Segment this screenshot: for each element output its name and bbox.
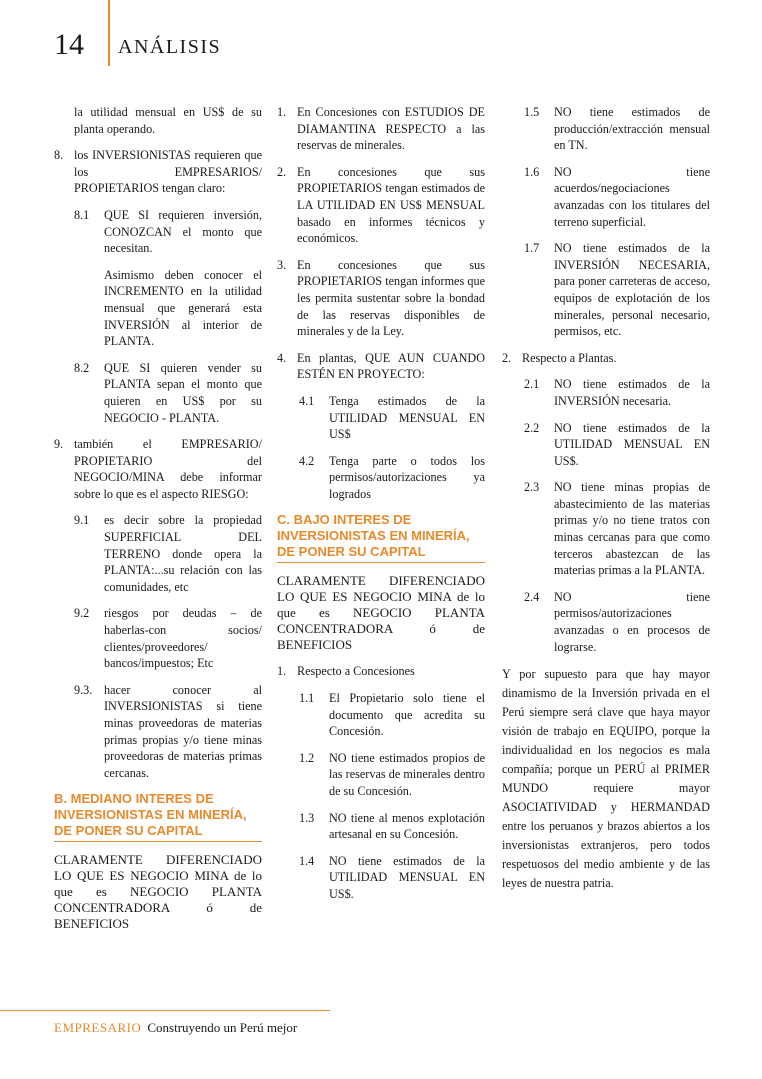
list-number: 1.2 — [299, 750, 315, 765]
closing-paragraph: Y por supuesto para que hay mayor dinamismo de la Inversión privada en el Perú siempre será clave que haya mayor visión de trabajo en EQUIPO, porque la individualidad en los negocios es mala compañía; porque un PERÚ al PRIMER MUNDO requiere mayor ASOCIATIVIDAD y HERMANDAD entre los peruanos y brazos abiertos a los inversionistas extranjeros, pero todos respetuosos del medio ambiente y de las leyes de nuestra patria. — [502, 667, 710, 891]
list-item — [524, 240, 710, 340]
list-text: NO tiene estimados de la INVERSIÓN NECESARIA, para poner carreteras de acceso, equipos de explotación de los minerales, personal necesario, permisos, etc. — [554, 241, 710, 339]
list-text: también el EMPRESARIO/ PROPIETARIO del NEGOCIO/MINA debe informar sobre lo que es el aspecto RIESGO: — [74, 437, 262, 501]
list-text: NO tiene permisos/autorizaciones avanzadas o en procesos de lograrse. — [554, 589, 710, 654]
list-text: los INVERSIONISTAS requieren que los EMPRESARIOS/ PROPIETARIOS tengan claro: — [74, 148, 262, 196]
list-text: NO tiene al menos explotación artesanal en su Concesión. — [329, 810, 485, 842]
list-text: NO tiene acuerdos/negociaciones avanzadas con los titulares del terreno superficial. — [554, 164, 710, 229]
list-item — [524, 589, 710, 655]
list-number: 2.1 — [524, 377, 540, 392]
page-footer — [54, 1020, 297, 1036]
list-number: 1.1 — [299, 691, 315, 706]
page-header — [0, 0, 762, 70]
list-number: 2.4 — [524, 589, 540, 604]
list-text: NO tiene estimados de la UTILIDAD MENSUAL EN US$. — [554, 420, 710, 468]
list-number: 1.6 — [524, 164, 540, 179]
list-item — [74, 512, 262, 595]
list-item — [524, 104, 710, 154]
list-text: En Concesiones con ESTUDIOS DE DIAMANTINA RESPECTO a las reservas de minerales. — [297, 105, 485, 153]
list-number: 8. — [54, 148, 64, 163]
list-number: 9.2 — [74, 606, 90, 621]
list-item — [74, 605, 262, 671]
list-text: En plantas, QUE AUN CUANDO ESTÉN EN PROYECTO: — [297, 350, 485, 382]
list-number: 2.2 — [524, 420, 540, 435]
list-number: 2.3 — [524, 480, 540, 495]
list-item — [524, 479, 710, 579]
list-text: Respecto a Concesiones — [297, 664, 415, 679]
list-text: NO tiene estimados propios de las reservas de minerales dentro de su Concesión. — [329, 750, 485, 799]
paragraph: CLARAMENTE DIFERENCIADO LO QUE ES NEGOCIO MINA de lo que es NEGOCIO PLANTA CONCENTRADORA ó de BENEFICIOS — [277, 573, 485, 653]
list-item — [299, 453, 485, 503]
list-item — [299, 853, 485, 903]
list-number: 8.2 — [74, 360, 90, 375]
magazine-brand: EMPRESARIO — [54, 1020, 142, 1035]
section-title: ANÁLISIS — [118, 36, 222, 58]
list-text: Tenga parte o todos los permisos/autorizaciones ya logrados — [329, 453, 485, 501]
paragraph: Asimismo deben conocer el INCREMENTO en la utilidad mensual que generará esta INVERSIÓN al interior de PLANTA. — [104, 267, 262, 349]
list-number: 1. — [277, 105, 287, 119]
list-number: 4.2 — [299, 453, 315, 468]
list-number: 3. — [277, 257, 287, 272]
list-item — [524, 164, 710, 230]
list-text: NO tiene estimados de la UTILIDAD MENSUAL EN US$. — [329, 853, 485, 901]
column-1 — [54, 104, 262, 942]
list-number: 1.7 — [524, 241, 540, 256]
list-text: QUE SI quieren vender su PLANTA sepan el monto que quieren en US$ por su NEGOCIO - PLANTA. — [104, 360, 262, 425]
list-item — [299, 393, 485, 443]
list-number: 1.3 — [299, 810, 315, 825]
list-number: 1. — [277, 664, 287, 679]
list-text: NO tiene estimados de la INVERSIÓN necesaria. — [554, 377, 710, 408]
list-number: 4. — [277, 350, 287, 365]
list-number: 2. — [277, 164, 287, 179]
column-3 — [502, 104, 710, 893]
list-item — [277, 104, 485, 154]
list-item — [299, 690, 485, 740]
list-text: El Propietario solo tiene el documento que acredita su Concesión. — [329, 691, 485, 739]
column-2 — [277, 104, 485, 913]
list-item — [299, 810, 485, 843]
list-item — [502, 350, 710, 367]
list-item — [524, 420, 710, 470]
header-divider — [108, 0, 110, 66]
list-item — [277, 257, 485, 340]
list-item — [74, 207, 262, 257]
list-number: 1.4 — [299, 853, 315, 868]
list-number: 9.3. — [74, 682, 93, 697]
section-heading: B. MEDIANO INTERES DE INVERSIONISTAS EN MINERÍA, DE PONER SU CAPITAL — [54, 791, 262, 842]
list-text: es decir sobre la propiedad SUPERFICIAL DEL TERRENO donde opera la PLANTA:...su relación con las comunidades, etc — [104, 513, 262, 594]
list-number: 9.1 — [74, 513, 90, 528]
list-text: hacer conocer al INVERSIONISTAS si tiene minas proveedoras de materias primas propias y/o tiene minas proveedoras de materias primas cercanas. — [104, 682, 262, 780]
page-number: 14 — [54, 28, 84, 61]
list-item — [54, 436, 262, 502]
list-text: riesgos por deudas – de haberlas-con socios/ clientes/proveedores/ bancos/impuestos; Etc — [104, 606, 262, 671]
paragraph: CLARAMENTE DIFERENCIADO LO QUE ES NEGOCIO MINA de lo que es NEGOCIO PLANTA CONCENTRADORA ó de BENEFICIOS — [54, 852, 262, 932]
list-number: 1.5 — [524, 105, 540, 119]
paragraph: la utilidad mensual en US$ de su planta operando. — [74, 105, 262, 136]
list-item — [277, 663, 485, 680]
list-text: En concesiones que sus PROPIETARIOS tengan estimados de LA UTILIDAD EN US$ MENSUAL basado en informes técnicos y económicos. — [297, 164, 485, 246]
list-number: 2. — [502, 350, 512, 365]
list-item — [277, 164, 485, 247]
list-item — [524, 376, 710, 409]
list-text: En concesiones que sus PROPIETARIOS tengan informes que les permita sustentar sobre la bondad de las reservas disponibles de minerales y de la Ley. — [297, 257, 485, 339]
list-item — [74, 360, 262, 426]
list-number: 9. — [54, 437, 64, 452]
list-text: Tenga estimados de la UTILIDAD MENSUAL EN US$ — [329, 393, 485, 442]
magazine-tagline: Construyendo un Perú mejor — [147, 1020, 298, 1035]
list-number: 4.1 — [299, 393, 315, 408]
footer-divider — [0, 1010, 330, 1011]
list-text: Respecto a Plantas. — [522, 350, 617, 365]
list-item — [54, 147, 262, 197]
list-item — [74, 682, 262, 782]
list-number: 8.1 — [74, 207, 90, 222]
list-text: QUE SI requieren inversión, CONOZCAN el monto que necesitan. — [104, 207, 262, 256]
list-text: NO tiene minas propias de abastecimiento de las materias primas y/o no tiene tratos con minas cercanas para que como terceros abastezcan de las materias primas a la PLANTA. — [554, 480, 710, 578]
list-text: NO tiene estimados de producción/extracción mensual en TN. — [554, 105, 710, 153]
list-item — [277, 350, 485, 383]
section-heading: C. BAJO INTERES DE INVERSIONISTAS EN MINERÍA, DE PONER SU CAPITAL — [277, 512, 485, 563]
list-item — [299, 750, 485, 800]
